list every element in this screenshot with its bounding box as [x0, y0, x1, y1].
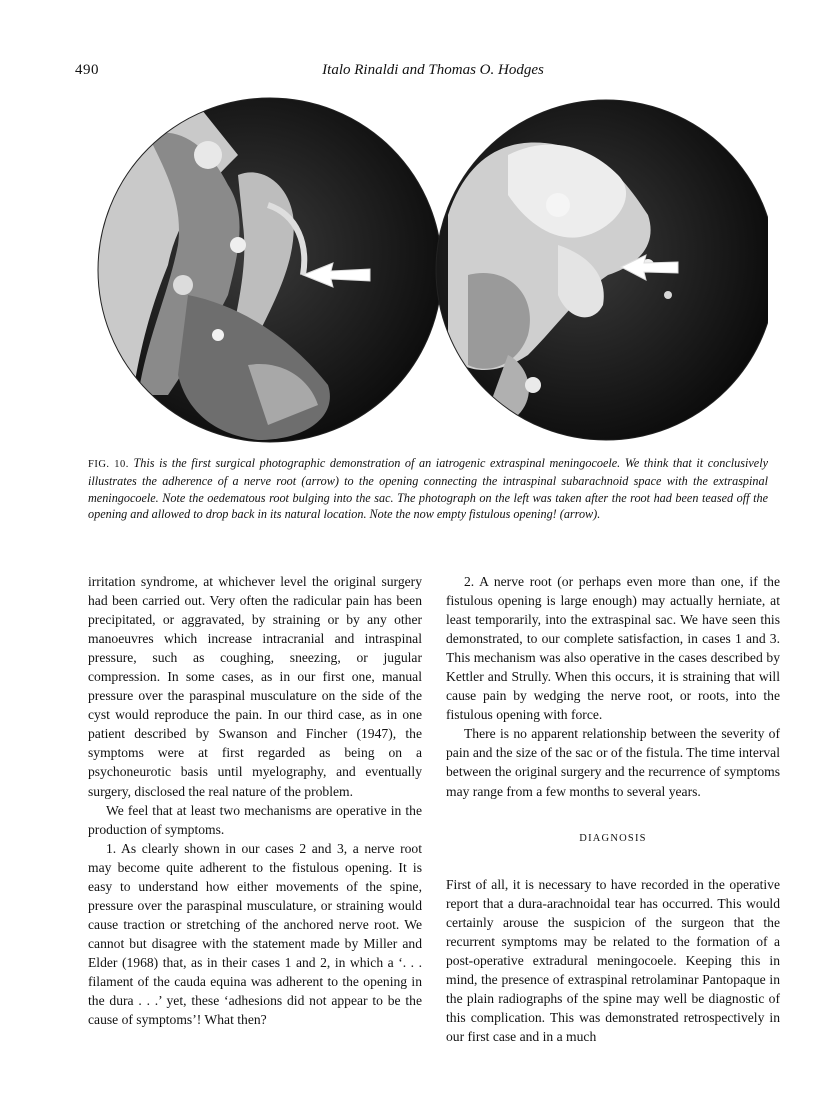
paragraph: irritation syndrome, at whichever level the original surgery had been carried out. Very often the radicular pain has been precipitated, or aggravated, by straining or by any other manoeuvres which increase intracranial and intraspinal pressure, such as coughing, sneezing, or jugular compression. In some cases, as in our first one, manual pressure over the paraspinal musculature on the side of the cyst would reproduce the pain. In our third case, as in one patient described by Swanson and Fincher (1947), the symptoms were at first regarded as being on a psychoneurotic basis until myelography, and eventually surgery, disclosed the real nature of the problem. — [88, 574, 422, 799]
paragraph: We feel that at least two mechanisms are operative in the production of symptoms. — [88, 802, 422, 837]
paragraph: First of all, it is necessary to have recorded in the operative report that a dura-arachnoidal tear has occurred. This would certainly arouse the suspicion of the surgeon that the recurrent symptoms may be related to the formation of a post-operative extradural meningocoele. Keeping this in mind, the presence of extraspinal retrolaminar Pantopaque in the plain radiographs of the spine may well be diagnostic of this complication. This was demonstrated retrospectively in our first case and in a much — [446, 876, 780, 1044]
figure-caption — [88, 455, 768, 522]
section-heading: DIAGNOSIS — [579, 832, 647, 844]
paragraph: 1. As clearly shown in our cases 2 and 3, a nerve root may become quite adherent to the fistulous opening. It is easy to understand how either movements of the spine, pressure over the paraspinal musculature, or straining would cause traction or stretching of the anchored nerve root. We cannot but disagree with the statement made by Miller and Elder (1968) that, as in their cases 1 and 2, in which a ‘. . . filament of the cauda equina was adherent to the opening in the dura . . .’ yet, these ‘adhesions did not appear to be the cause of symptoms’! What then? — [88, 840, 422, 1028]
paragraph: 2. A nerve root (or perhaps even more than one, if the fistulous opening is large enough) may actually herniate, at least temporarily, into the extraspinal sac. We have seen this demonstrated, to our complete satisfaction, in cases 1 and 3. This mechanism was also operative in the cases described by Kettler and Strully. When this occurs, it is straining that will cause pain by wedging the nerve root, or roots, into the fistulous opening with force. — [446, 574, 780, 723]
left-column — [88, 572, 422, 1029]
left-photograph — [88, 95, 448, 445]
figure-10 — [88, 95, 768, 445]
right-photograph — [428, 95, 768, 445]
surgical-photographs — [88, 95, 768, 445]
paragraph: There is no apparent relationship between the severity of pain and the size of the sac or of the fistula. The time interval between the original surgery and the recurrence of symptoms may range from a few months to several years. — [446, 726, 780, 799]
right-column — [446, 572, 780, 1046]
figure-caption-text: This is the first surgical photographic demonstration of an iatrogenic extraspinal meningocoele. We think that it conclusively illustrates the adherence of a nerve root (arrow) to the opening connecting the intraspinal subarachnoid space with the extraspinal meningocoele. Note the oedematous root bulging into the sac. The photograph on the left was taken after the root had been teased off the opening and allowed to drop back in its natural location. Note the now empty fistulous opening! (arrow). — [88, 456, 769, 521]
figure-label: FIG. 10. — [88, 459, 129, 470]
running-head: Italo Rinaldi and Thomas O. Hodges — [322, 62, 544, 78]
page-number: 490 — [75, 62, 99, 78]
